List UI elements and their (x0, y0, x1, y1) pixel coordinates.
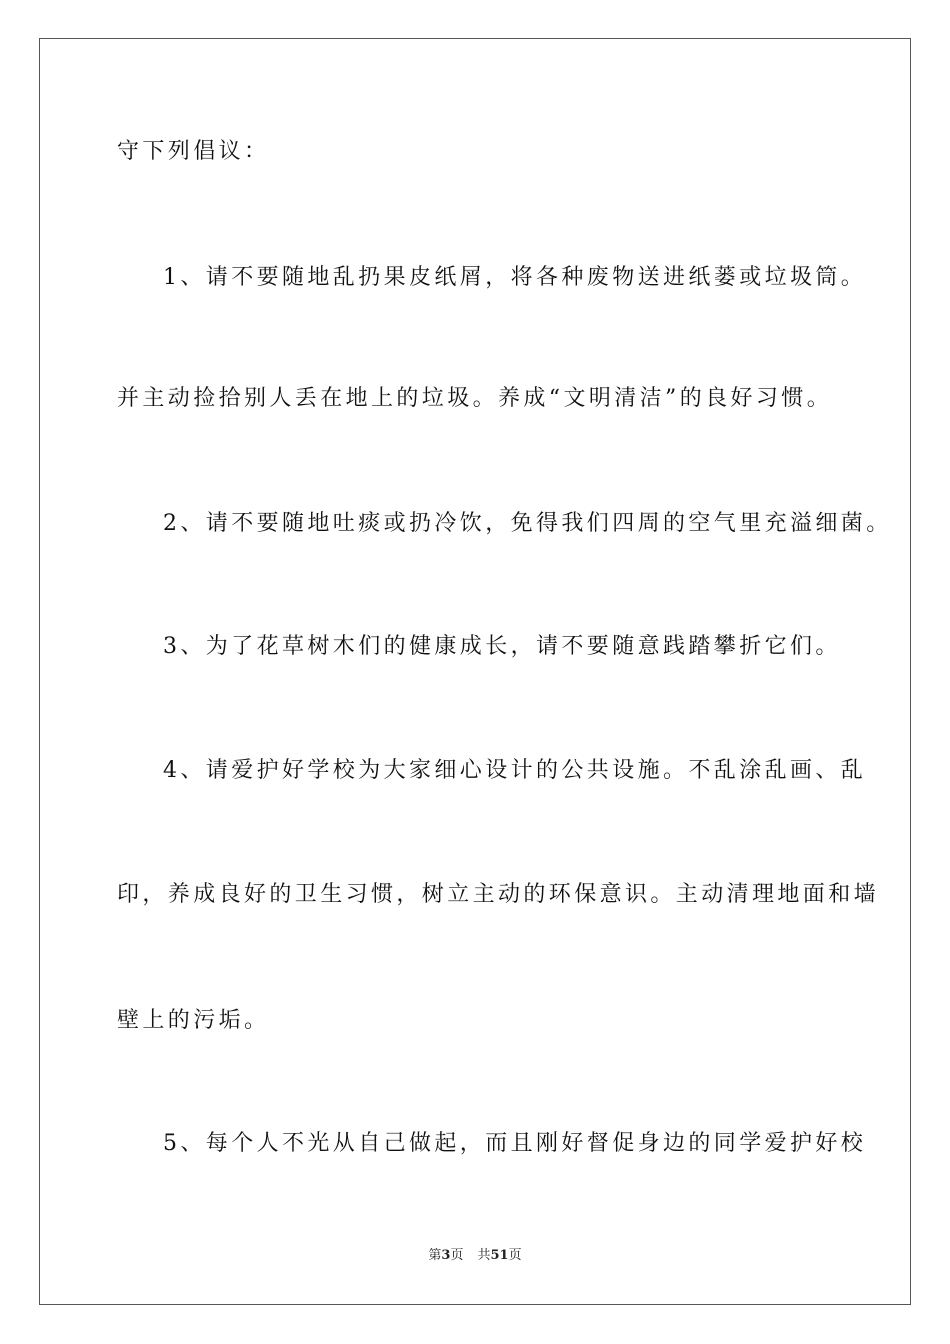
page-suffix: 页 (450, 1248, 464, 1263)
total-prefix: 共 (477, 1248, 491, 1263)
page-prefix: 第 (428, 1248, 442, 1263)
text-line-7: 印，养成良好的卫生习惯，树立主动的环保意识。主动清理地面和墙 (117, 882, 880, 907)
text-line-2: 1、请不要随地乱扔果皮纸屑，将各种废物送进纸蒌或垃圾筒。 (163, 265, 867, 290)
total-pages: 51 (490, 1248, 509, 1263)
total-suffix: 页 (508, 1248, 522, 1263)
text-line-3: 并主动捡拾别人丢在地上的垃圾。养成“文明清洁”的良好习惯。 (117, 386, 833, 411)
text-line-8: 壁上的污垢。 (117, 1008, 270, 1033)
text-line-9: 5、每个人不光从自己做起，而且刚好督促身边的同学爱护好校 (163, 1131, 867, 1156)
page-number: 3 (441, 1248, 451, 1263)
page-footer (0, 1247, 950, 1265)
text-line-5: 3、为了花草树木们的健康成长，请不要随意践踏攀折它们。 (163, 634, 841, 659)
text-line-1: 守下列倡议： (117, 139, 270, 164)
text-line-6: 4、请爱护好学校为大家细心设计的公共设施。不乱涂乱画、乱 (163, 758, 867, 783)
text-line-4: 2、请不要随地吐痰或扔冷饮，免得我们四周的空气里充溢细菌。 (163, 511, 892, 536)
page-border (39, 38, 911, 1305)
